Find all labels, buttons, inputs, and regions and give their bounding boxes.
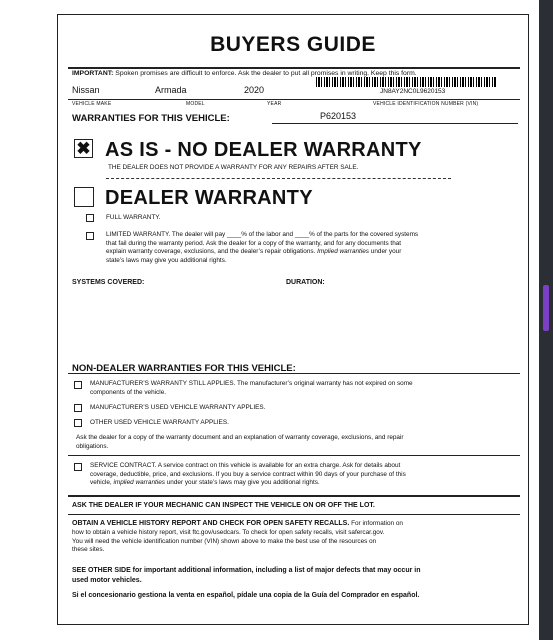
history-line-4: these sites. (72, 546, 105, 554)
mechanic-notice: ASK THE DEALER IF YOUR MECHANIC CAN INSPECT THE VEHICLE ON OR OFF THE LOT. (72, 502, 375, 509)
dealer-warranty-title: DEALER WARRANTY (105, 187, 313, 209)
divider (68, 373, 520, 374)
important-notice (72, 70, 417, 77)
warranties-heading: WARRANTIES FOR THIS VEHICLE: (72, 113, 230, 124)
vin-label: VEHICLE IDENTIFICATION NUMBER (VIN) (373, 101, 479, 107)
scroll-accent[interactable] (543, 285, 549, 331)
implied-warranties-text: implied warranties (113, 479, 165, 487)
divider (68, 99, 520, 100)
limited-line-3 (106, 248, 418, 257)
duration-label: DURATION: (286, 279, 325, 286)
divider (68, 455, 520, 456)
other-side-notice (72, 566, 420, 586)
used-vehicle-warranty-label: MANUFACTURER’S USED VEHICLE WARRANTY APPLIES. (90, 404, 266, 411)
divider (68, 67, 520, 69)
service-contract-checkbox[interactable] (74, 463, 82, 471)
limited-line-4: state’s laws may give you additional rights. (106, 256, 227, 264)
full-warranty-checkbox[interactable] (86, 214, 94, 222)
as-is-checkbox[interactable] (74, 139, 93, 158)
service-contract-text (90, 462, 406, 488)
limited-line-1: LIMITED WARRANTY. The dealer will pay ____% of the labor and ____% of the parts for the covered systems (106, 231, 419, 238)
buyers-guide-form (57, 14, 529, 625)
history-line-2: how to obtain a vehicle history report, visit ftc.gov/usedcars. To check for open safety recalls, visit safercar.gov. (72, 528, 385, 536)
used-vehicle-warranty-checkbox[interactable] (74, 404, 82, 412)
service-line-3a: vehicle, (90, 479, 114, 487)
stock-number: P620153 (320, 111, 357, 121)
window-edge-strip (539, 0, 553, 640)
full-warranty-label: FULL WARRANTY. (106, 214, 161, 221)
vehicle-model-value: Armada (155, 85, 187, 95)
limited-warranty-text (106, 231, 418, 265)
important-label: IMPORTANT: (72, 70, 114, 77)
history-line-1 (72, 520, 403, 529)
history-heading: OBTAIN A VEHICLE HISTORY REPORT AND CHECK FOR OPEN SAFETY RECALLS. (72, 520, 350, 527)
ask-line-1: Ask the dealer for a copy of the warranty document and an explanation of warranty coverage, exclusions, and repair (76, 434, 404, 441)
manufacturer-line-1: MANUFACTURER’S WARRANTY STILL APPLIES. The manufacturer’s original warranty has not expired on some (90, 380, 413, 387)
history-line-1-rest: For information on (349, 520, 403, 527)
implied-warranties-text: Implied warranties (317, 248, 369, 256)
limited-warranty-checkbox[interactable] (86, 232, 94, 240)
vin-barcode (316, 77, 496, 87)
spanish-notice: Si el concesionario gestiona la venta en español, pídale una copia de la Guía del Comprador en español. (72, 592, 420, 599)
checked-x-icon: ✖ (76, 139, 91, 158)
vehicle-model-label: MODEL (186, 101, 205, 107)
service-line-3c: under your state’s laws may give you additional rights. (164, 479, 320, 487)
vehicle-make-label: VEHICLE MAKE (72, 101, 112, 107)
vin-value: JN8AY2NC0L9620153 (380, 88, 446, 95)
important-text: Spoken promises are difficult to enforce. Ask the dealer to put all promises in writing. Keep this form. (115, 70, 417, 77)
limited-line-2: that fail during the warranty period. Ask the dealer for a copy of the warranty, and for any documents that (106, 239, 402, 247)
ask-copy-text (76, 434, 404, 451)
divider (68, 514, 520, 515)
vehicle-year-label: YEAR (267, 101, 282, 107)
divider (68, 495, 520, 497)
ask-line-2: obligations. (76, 442, 109, 450)
history-line-3: You will need the vehicle identification number (VIN) shown above to make the best use of the resources on (72, 537, 377, 545)
limited-line-3c: under your (369, 248, 402, 256)
vehicle-make-value: Nissan (72, 85, 100, 95)
as-is-title: AS IS - NO DEALER WARRANTY (105, 139, 422, 161)
form-title: BUYERS GUIDE (210, 33, 376, 56)
service-line-3 (90, 479, 406, 488)
dashed-divider (106, 178, 451, 179)
service-line-1: SERVICE CONTRACT. A service contract on this vehicle is available for an extra charge. Ask for details about (90, 462, 401, 469)
other-warranty-label: OTHER USED VEHICLE WARRANTY APPLIES. (90, 419, 229, 426)
manufacturer-warranty-text (90, 380, 413, 397)
dealer-warranty-checkbox[interactable] (74, 187, 94, 207)
non-dealer-heading: NON-DEALER WARRANTIES FOR THIS VEHICLE: (72, 363, 296, 374)
other-warranty-checkbox[interactable] (74, 419, 82, 427)
manufacturer-warranty-checkbox[interactable] (74, 381, 82, 389)
systems-covered-label: SYSTEMS COVERED: (72, 279, 145, 286)
stock-underline (272, 123, 518, 124)
manufacturer-line-2: components of the vehicle. (90, 388, 167, 396)
vehicle-year-value: 2020 (244, 85, 265, 95)
other-side-line-2: used motor vehicles. (72, 577, 142, 584)
history-report-block (72, 520, 403, 555)
as-is-subtitle: THE DEALER DOES NOT PROVIDE A WARRANTY FOR ANY REPAIRS AFTER SALE. (108, 164, 359, 171)
other-side-line-1: SEE OTHER SIDE for important additional information, including a list of major defects that may occur in (72, 567, 421, 574)
service-line-2: coverage, deductible, price, and exclusions. If you buy a service contract within 90 days of your purchase of this (90, 470, 406, 478)
limited-line-3a: explain warranty coverage, exclusions, and the dealer’s repair obligations. (106, 248, 318, 256)
